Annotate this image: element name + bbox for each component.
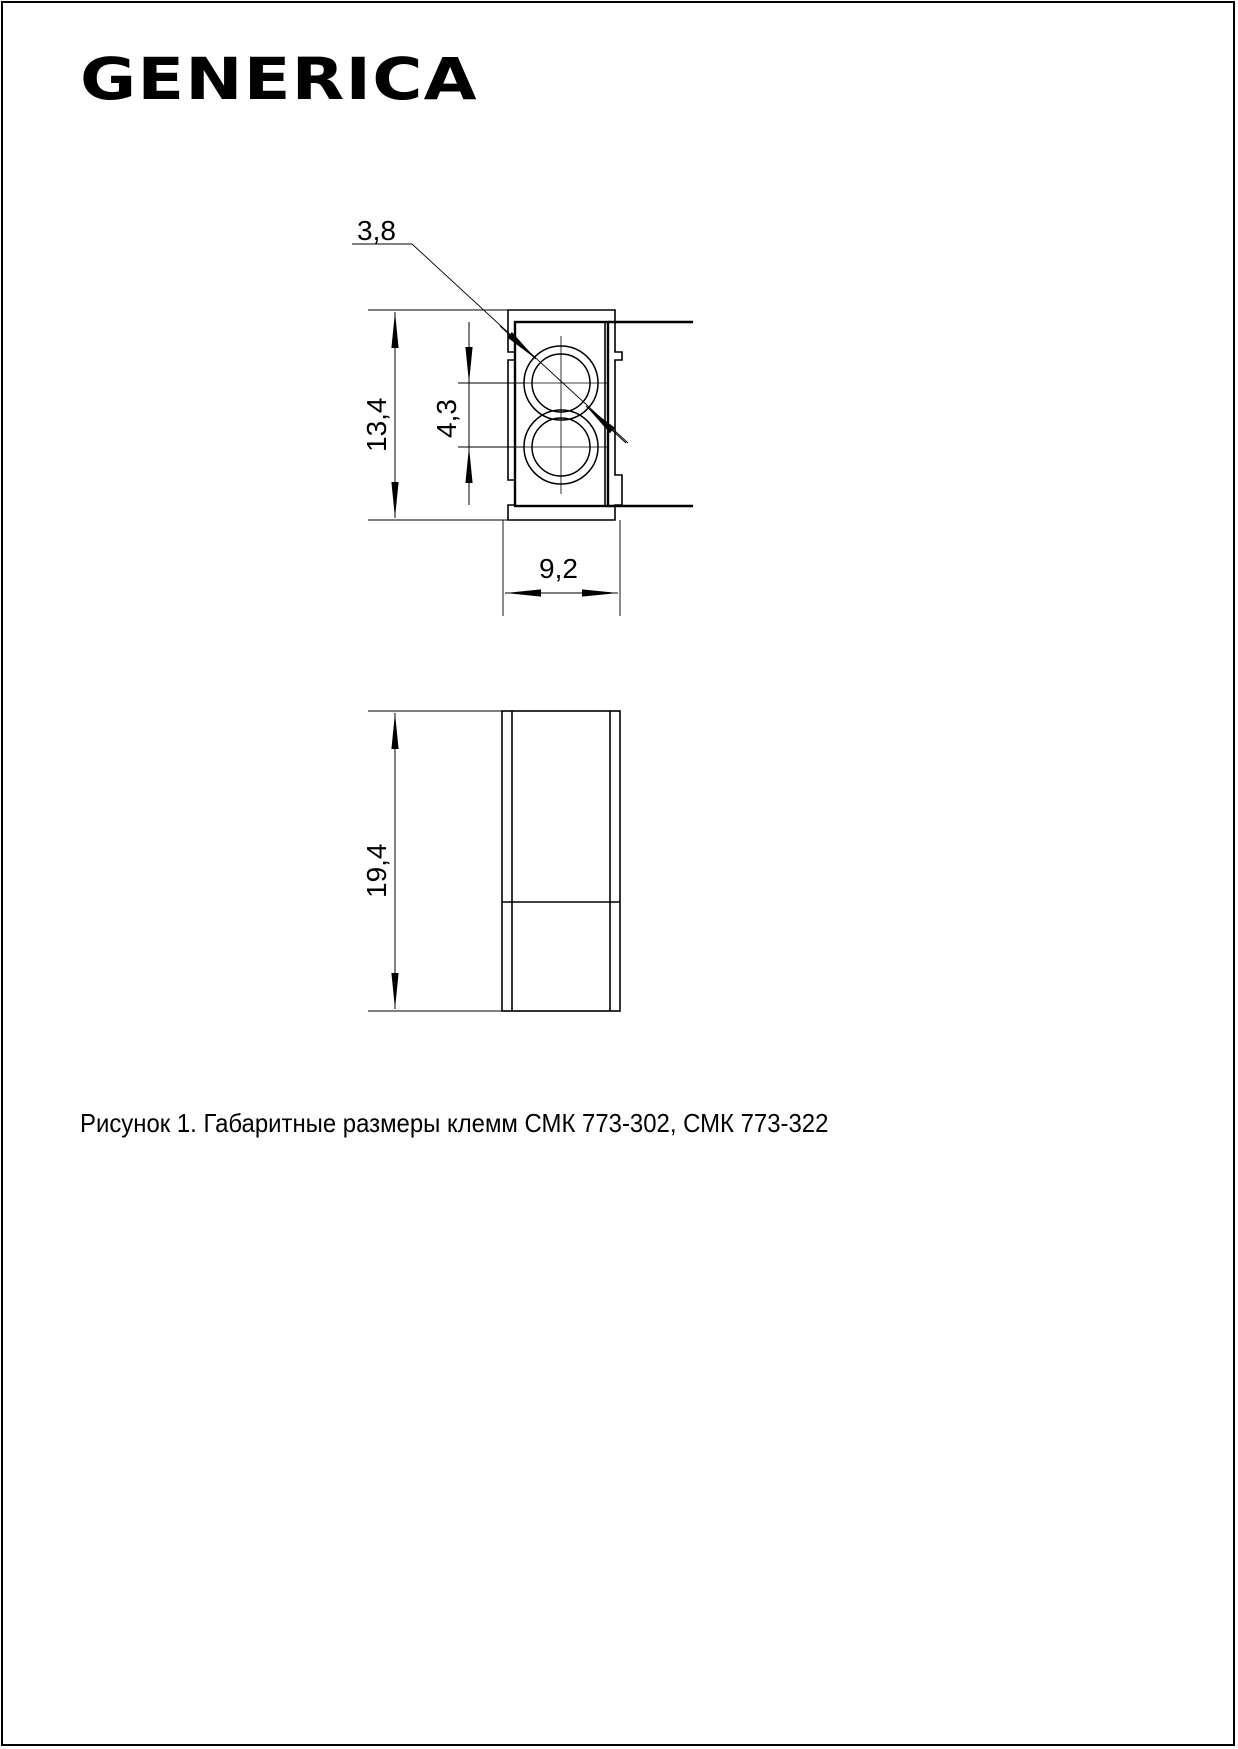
dim-hole-pitch-label: 4,3 [431, 399, 462, 438]
dim-hole-diameter-label: 3,8 [357, 215, 396, 246]
dim-hole-diameter [352, 244, 628, 443]
brand-logo: GENERICA [80, 45, 478, 113]
dim-length-label: 19,4 [361, 843, 392, 898]
front-view [508, 310, 693, 520]
dim-total-height-label: 13,4 [361, 397, 392, 452]
dim-width-label: 9,2 [539, 553, 578, 584]
side-view-outline [502, 711, 620, 1011]
side-view [502, 711, 620, 1011]
figure-caption: Рисунок 1. Габаритные размеры клемм СМК 773-302, СМК 773-322 [80, 1108, 829, 1138]
